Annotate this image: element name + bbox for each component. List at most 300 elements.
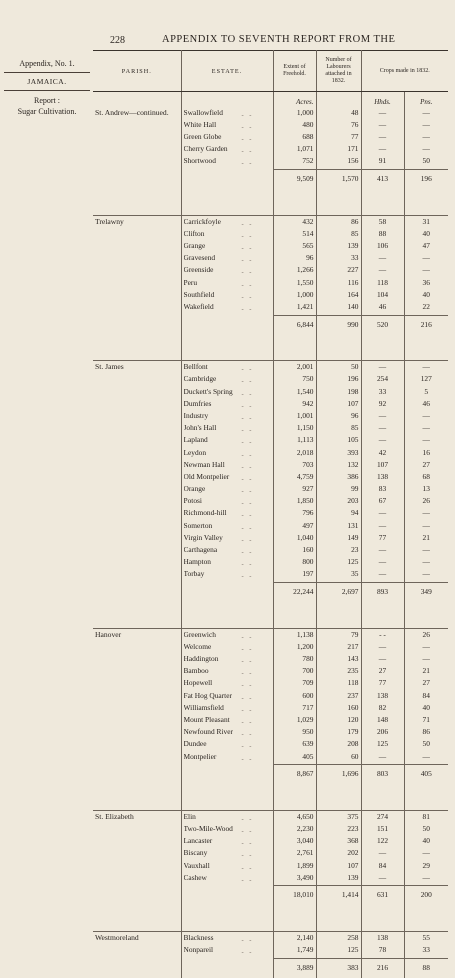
hhds-value: 138 (361, 932, 404, 947)
acres-total: 3,889 (273, 958, 316, 977)
estate-name: Two-Mile-Wood (183, 825, 233, 834)
table-row (93, 449, 448, 461)
table-row (93, 291, 448, 303)
estate-name: Carrickfoyle (183, 217, 221, 226)
labourers-value: 105 (316, 436, 361, 448)
pns-value: 16 (422, 448, 430, 457)
labourers-value: 85 (316, 424, 361, 436)
acres-value: 1,001 (273, 412, 316, 424)
parish-cell (93, 667, 181, 679)
estate-cell (181, 254, 273, 266)
acres-value: 1,540 (273, 388, 316, 400)
hhds-value: - - (361, 628, 404, 643)
hhds-value: — (361, 133, 404, 145)
labourers-total: 2,697 (316, 583, 361, 602)
table-row (93, 133, 448, 145)
hhds-value: — (361, 558, 404, 570)
pns-value: 29 (422, 861, 430, 870)
table-row (93, 546, 448, 558)
acres-value: 688 (273, 133, 316, 145)
blank-cell (316, 334, 361, 361)
labourers-value: 77 (316, 133, 361, 145)
leader-dots: - - (241, 294, 254, 302)
estate-name: Dumfries (183, 399, 212, 408)
parish-cell (93, 740, 181, 752)
acres-value: 1,113 (273, 436, 316, 448)
parish-cell (93, 266, 181, 278)
estate-cell (181, 546, 273, 558)
estate-cell (181, 728, 273, 740)
estate-name: Swallowfield (183, 108, 223, 117)
table-row (93, 375, 448, 387)
table-row (93, 534, 448, 546)
page-number: 228 (110, 35, 125, 46)
leader-dots: - - (241, 366, 254, 374)
leader-dots: - - (241, 513, 254, 521)
pns-unit: Pns. (420, 98, 433, 106)
estate-cell (181, 424, 273, 436)
hhds-value: — (361, 424, 404, 436)
hhds-value: 148 (361, 716, 404, 728)
total-row (93, 765, 448, 784)
estate-name: Hopewell (183, 679, 213, 688)
total-row (93, 958, 448, 977)
pns-value: 71 (422, 716, 430, 724)
acres-value: 432 (273, 215, 316, 230)
leader-dots: - - (241, 840, 254, 848)
parish-name: Trelawny (93, 215, 181, 230)
hhds-value: 138 (361, 692, 404, 704)
pns-value: 127 (420, 375, 432, 384)
hhds-value: — (361, 436, 404, 448)
leader-dots: - - (241, 148, 254, 156)
hhds-unit: Hhds. (361, 92, 404, 107)
acres-total: 8,867 (273, 765, 316, 784)
hhds-value: 83 (361, 485, 404, 497)
estate-name: Carthagena (183, 546, 218, 555)
labourers-value: 79 (316, 628, 361, 643)
labourers-value: 393 (316, 449, 361, 461)
hhds-total: 413 (361, 170, 404, 189)
leader-dots: - - (241, 245, 254, 253)
table-row (93, 145, 448, 157)
pns-value: 21 (422, 533, 430, 542)
acres-value: 750 (273, 375, 316, 387)
parish-cell (93, 436, 181, 448)
estate-cell (181, 570, 273, 582)
parish-cell (93, 461, 181, 473)
margin-rule (4, 90, 90, 91)
labourers-value: 196 (316, 375, 361, 387)
table-row (93, 215, 448, 230)
labourers-value: 198 (316, 388, 361, 400)
acres-value: 942 (273, 400, 316, 412)
parish-cell (93, 837, 181, 849)
leader-dots: - - (241, 707, 254, 715)
hhds-value: — (361, 145, 404, 157)
estate-cell (181, 266, 273, 278)
estate-cell (181, 667, 273, 679)
leader-dots: - - (241, 937, 254, 945)
hhds-value: — (361, 121, 404, 133)
estate-cell (181, 157, 273, 169)
blank-cell (93, 886, 181, 905)
parish-cell (93, 862, 181, 874)
parish-cell (93, 157, 181, 169)
labourers-value: 227 (316, 266, 361, 278)
estate-cell (181, 107, 273, 121)
estate-name: Richmond-hill (183, 509, 227, 518)
acres-value: 1,200 (273, 643, 316, 655)
table-row (93, 558, 448, 570)
leader-dots: - - (241, 828, 254, 836)
leader-dots: - - (241, 403, 254, 411)
table-row (93, 837, 448, 849)
estate-cell (181, 643, 273, 655)
table-row (93, 932, 448, 947)
labourers-value: 156 (316, 157, 361, 169)
group-separator (93, 334, 448, 361)
labourers-value: 235 (316, 667, 361, 679)
table-row (93, 946, 448, 958)
leader-dots: - - (241, 427, 254, 435)
table-row (93, 704, 448, 716)
estate-cell (181, 412, 273, 424)
hhds-value: — (361, 522, 404, 534)
pns-value: 33 (422, 946, 430, 955)
estate-cell (181, 753, 273, 765)
labourers-value: 131 (316, 522, 361, 534)
pns-value: — (422, 411, 430, 420)
acres-value: 950 (273, 728, 316, 740)
parish-cell (93, 655, 181, 667)
leader-dots: - - (241, 306, 254, 314)
labourers-total: 383 (316, 958, 361, 977)
pns-value: 22 (422, 302, 430, 311)
table-row (93, 570, 448, 582)
blank-cell (316, 602, 361, 629)
acres-value: 4,650 (273, 810, 316, 825)
acres-value: 514 (273, 230, 316, 242)
blank-cell (181, 92, 273, 107)
acres-value: 2,018 (273, 449, 316, 461)
parish-cell (93, 133, 181, 145)
group-separator (93, 602, 448, 629)
acres-value: 752 (273, 157, 316, 169)
estate-name: Mount Pleasant (183, 716, 230, 724)
leader-dots: - - (241, 561, 254, 569)
leader-dots: - - (241, 549, 254, 557)
pns-value: — (422, 436, 430, 445)
estate-cell (181, 874, 273, 886)
leader-dots: - - (241, 695, 254, 703)
estate-name: Blackness (183, 934, 214, 943)
estate-name: Green Globe (183, 132, 222, 141)
hhds-value: — (361, 254, 404, 266)
parish-cell (93, 509, 181, 521)
hhds-value: — (361, 361, 404, 376)
acres-value: 1,421 (273, 303, 316, 315)
labourers-value: 223 (316, 825, 361, 837)
acres-value: 1,000 (273, 107, 316, 121)
hhds-value: — (361, 546, 404, 558)
hhds-value: 78 (361, 946, 404, 958)
blank-cell (93, 765, 181, 784)
estate-cell (181, 692, 273, 704)
pns-value: — (422, 873, 430, 882)
estate-name: Bamboo (183, 667, 209, 676)
parish-cell (93, 449, 181, 461)
blank-cell (273, 905, 316, 932)
leader-dots: - - (241, 658, 254, 666)
hhds-value: — (361, 849, 404, 861)
freehold-header: Extent of Freehold. (273, 51, 316, 92)
pns-value: — (422, 362, 430, 372)
estate-name: Grange (183, 242, 206, 250)
labourers-total: 1,570 (316, 170, 361, 189)
blank-cell (93, 784, 181, 811)
hhds-value: 274 (361, 810, 404, 825)
estate-name: Newman Hall (183, 460, 225, 469)
hhds-value: 206 (361, 728, 404, 740)
leader-dots: - - (241, 670, 254, 678)
blank-cell (361, 334, 404, 361)
group-separator (93, 905, 448, 932)
parish-cell (93, 485, 181, 497)
pns-total: 216 (404, 315, 448, 334)
leader-dots: - - (241, 816, 254, 824)
labourers-value: 237 (316, 692, 361, 704)
table-row (93, 810, 448, 825)
acres-value: 1,029 (273, 716, 316, 728)
acres-value: 1,266 (273, 266, 316, 278)
estate-cell (181, 215, 273, 230)
blank-cell (181, 170, 273, 189)
table-row (93, 436, 448, 448)
report-subject: Sugar Cultivation. (17, 107, 77, 116)
labourers-value: 23 (316, 546, 361, 558)
estate-cell (181, 558, 273, 570)
table-row (93, 667, 448, 679)
margin-note (4, 58, 90, 117)
table-row (93, 266, 448, 278)
estate-name: Nonpareil (183, 946, 214, 955)
acres-value: 709 (273, 679, 316, 691)
acres-value: 800 (273, 558, 316, 570)
pns-value: — (422, 132, 430, 141)
pns-value: 40 (422, 229, 430, 238)
acres-total: 22,244 (273, 583, 316, 602)
acres-total: 9,509 (273, 170, 316, 189)
hhds-value: — (361, 643, 404, 655)
blank-cell (273, 784, 316, 811)
estate-name: Somerton (183, 521, 213, 530)
leader-dots: - - (241, 743, 254, 751)
estate-name: Lancaster (183, 837, 213, 846)
leader-dots: - - (241, 476, 254, 484)
estate-name: Old Montpelier (183, 472, 230, 481)
estate-cell (181, 655, 273, 667)
estate-name: Cambridge (183, 375, 217, 384)
estate-name: Greenwich (183, 630, 216, 639)
leader-dots: - - (241, 257, 254, 265)
pns-value: 40 (422, 703, 430, 712)
pns-total: 88 (404, 958, 448, 977)
pns-value: 55 (422, 933, 430, 943)
leader-dots: - - (241, 683, 254, 691)
blank-cell (404, 784, 448, 811)
labourers-value: 217 (316, 643, 361, 655)
hhds-value: 254 (361, 375, 404, 387)
blank-cell (93, 315, 181, 334)
labourers-value: 99 (316, 485, 361, 497)
parish-cell (93, 874, 181, 886)
group-separator (93, 189, 448, 216)
estate-cell (181, 230, 273, 242)
parish-cell (93, 400, 181, 412)
parish-cell (93, 473, 181, 485)
labourers-value: 208 (316, 740, 361, 752)
hhds-value: 42 (361, 449, 404, 461)
pns-value: 50 (422, 825, 430, 834)
parish-header: PARISH. (93, 51, 181, 92)
parish-cell (93, 679, 181, 691)
estate-cell (181, 375, 273, 387)
estate-cell (181, 485, 273, 497)
leader-dots: - - (241, 756, 254, 764)
acres-value: 1,150 (273, 424, 316, 436)
table-row (93, 753, 448, 765)
hhds-value: 118 (361, 279, 404, 291)
pns-total: 200 (404, 886, 448, 905)
pns-value: — (422, 570, 430, 579)
table-row (93, 692, 448, 704)
leader-dots: - - (241, 537, 254, 545)
pns-value: — (422, 266, 430, 275)
parish-cell (93, 497, 181, 509)
pns-value: — (422, 254, 430, 263)
pns-value: 5 (424, 387, 429, 396)
parish-name: St. James (93, 361, 181, 376)
parish-cell (93, 254, 181, 266)
leader-dots: - - (241, 853, 254, 860)
hhds-value: — (361, 412, 404, 424)
estate-name: Vauxhall (183, 861, 210, 870)
parish-cell (93, 728, 181, 740)
estate-name: Williamsfield (183, 703, 224, 712)
labourers-value: 164 (316, 291, 361, 303)
blank-cell (181, 315, 273, 334)
leader-dots: - - (241, 221, 254, 229)
estate-name: Torbay (183, 570, 205, 579)
pns-value: — (422, 642, 430, 651)
acres-value: 796 (273, 509, 316, 521)
labourers-value: 143 (316, 655, 361, 667)
estate-name: Peru (183, 278, 198, 287)
table-row (93, 254, 448, 266)
parish-name: St. Elizabeth (93, 810, 181, 825)
estate-cell (181, 679, 273, 691)
leader-dots: - - (241, 731, 254, 739)
pns-value: 46 (422, 399, 430, 408)
table-row (93, 361, 448, 376)
estate-name: Clifton (183, 229, 205, 238)
labourers-value: 120 (316, 716, 361, 728)
parish-cell (93, 303, 181, 315)
table-row (93, 473, 448, 485)
estate-name: Haddington (183, 655, 219, 664)
leader-dots: - - (241, 391, 254, 399)
parish-cell (93, 753, 181, 765)
table-row (93, 716, 448, 728)
blank-cell (181, 602, 273, 629)
estate-name: Wakefield (183, 302, 214, 311)
estate-name: Duckett's Spring (183, 387, 233, 396)
pns-value: — (422, 849, 430, 858)
labourers-value: 76 (316, 121, 361, 133)
estate-name: Southfield (183, 290, 215, 299)
parish-cell (93, 522, 181, 534)
leader-dots: - - (241, 646, 254, 654)
blank-cell (316, 784, 361, 811)
estate-name: White Hall (183, 120, 217, 129)
estate-name: Dundee (183, 740, 207, 749)
parish-cell (93, 412, 181, 424)
pns-value: 40 (422, 837, 430, 846)
labourers-value: 48 (316, 107, 361, 121)
table-row (93, 862, 448, 874)
hhds-value: — (361, 874, 404, 886)
acres-value: 639 (273, 740, 316, 752)
total-row (93, 583, 448, 602)
labourers-value: 125 (316, 946, 361, 958)
pns-value: — (422, 655, 430, 664)
group-separator (93, 784, 448, 811)
hhds-value: — (361, 107, 404, 121)
hhds-value: 27 (361, 667, 404, 679)
estate-cell (181, 279, 273, 291)
acres-value: 1,899 (273, 862, 316, 874)
acres-value: 1,040 (273, 534, 316, 546)
labourers-value: 60 (316, 753, 361, 765)
table-row (93, 728, 448, 740)
pns-value: — (422, 509, 430, 518)
estate-name: Biscany (183, 849, 208, 858)
labourers-value: 171 (316, 145, 361, 157)
blank-cell (93, 92, 181, 107)
table-row (93, 679, 448, 691)
labourers-value: 86 (316, 215, 361, 230)
estate-cell (181, 704, 273, 716)
hhds-value: 77 (361, 679, 404, 691)
table-row (93, 740, 448, 752)
estate-cell (181, 849, 273, 861)
pns-value: — (422, 546, 430, 555)
table-row (93, 461, 448, 473)
hhds-value: — (361, 570, 404, 582)
estate-cell (181, 932, 273, 947)
labourers-value: 258 (316, 932, 361, 947)
estate-name: Cherry Garden (183, 145, 228, 154)
blank-cell (273, 189, 316, 216)
leader-dots: - - (241, 634, 254, 642)
acres-total: 6,844 (273, 315, 316, 334)
pns-value: 86 (422, 728, 430, 737)
pns-value: 26 (422, 497, 430, 506)
hhds-value: 33 (361, 388, 404, 400)
hhds-value: 46 (361, 303, 404, 315)
pns-value: — (422, 558, 430, 567)
